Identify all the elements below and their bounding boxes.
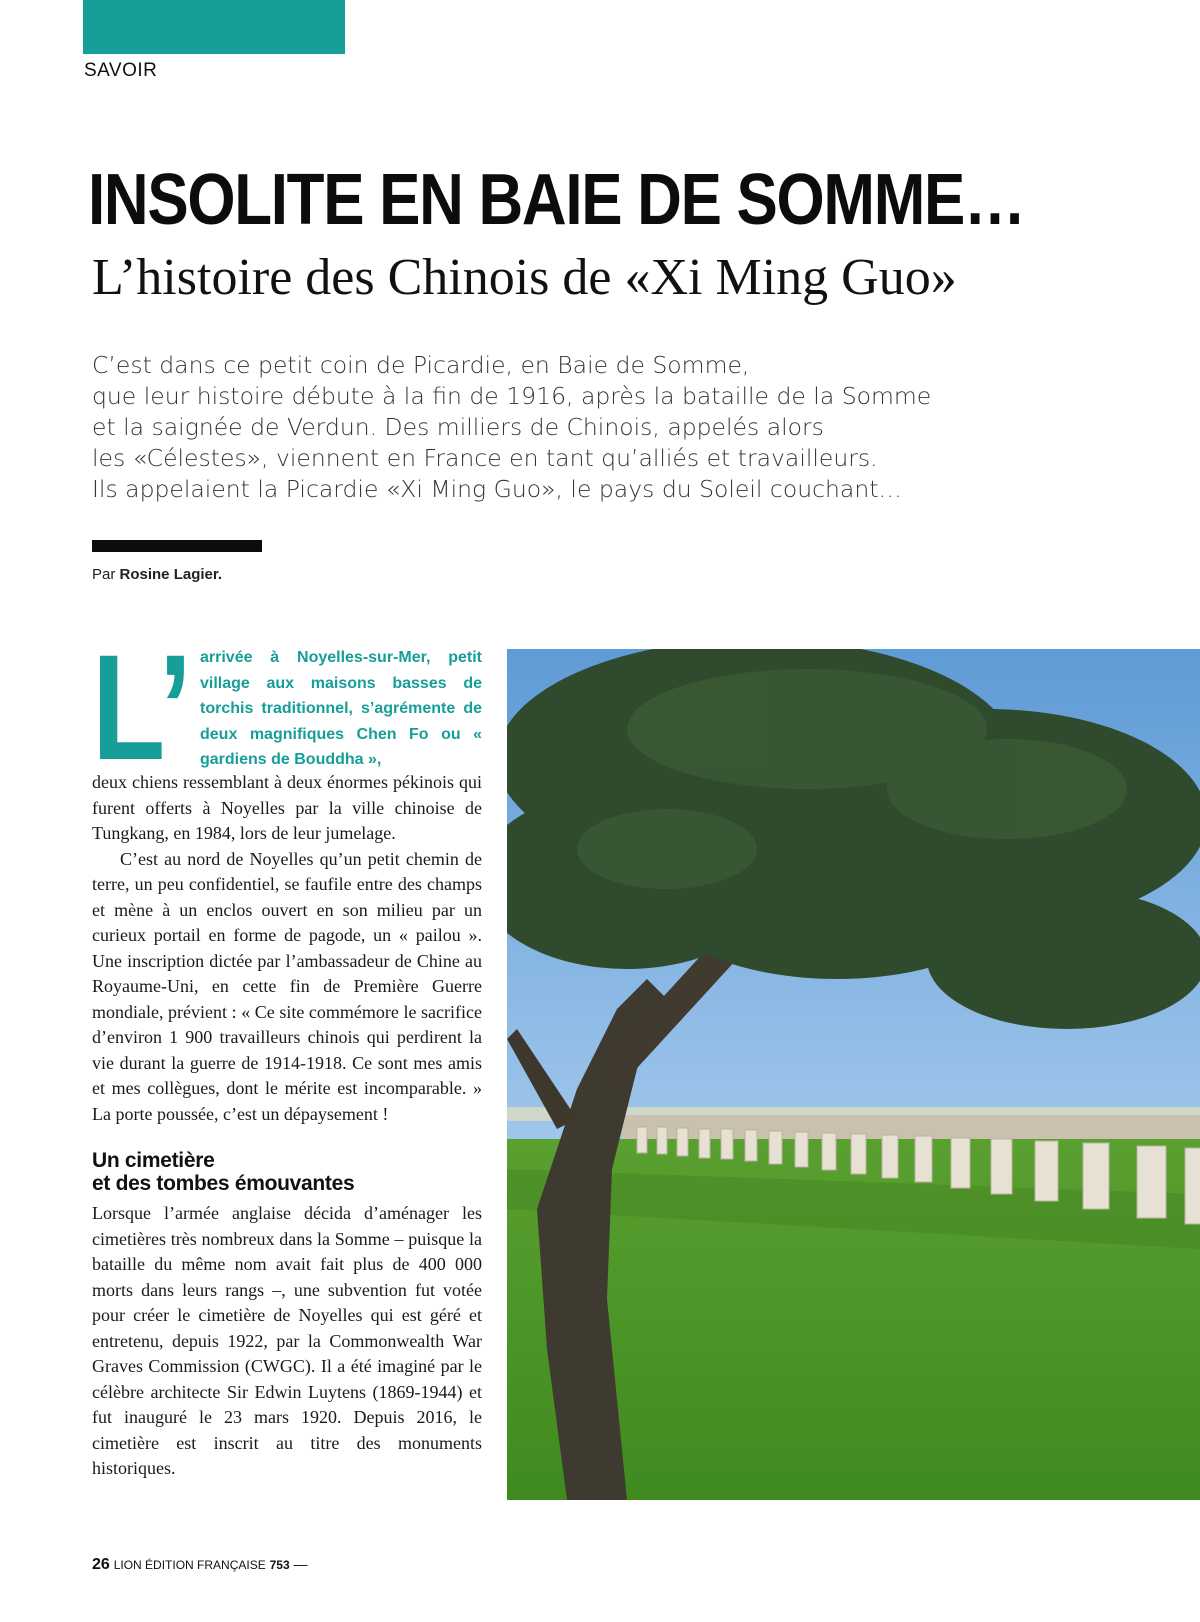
drop-cap: L’ (92, 623, 193, 791)
issue-number: 753 (269, 1558, 290, 1572)
lead-block (92, 623, 482, 791)
byline (92, 566, 222, 583)
page-number: 26 (92, 1556, 110, 1573)
intro-line: que leur histoire débute à la fin de 1916, après la bataille de la Somme (92, 382, 932, 410)
cemetery-photo-illustration (507, 649, 1200, 1500)
section-subheading (92, 1149, 482, 1195)
article-title: INSOLITE EN BAIE DE SOMME… (88, 160, 1025, 240)
article-body (92, 623, 482, 1482)
lead-text: arrivée à Noyelles-sur-Mer, petit village aux maisons basses de torchis traditionnel, s’agrémente de deux magnifiques Chen Fo ou « gardiens de Bouddha », (200, 649, 482, 768)
byline-prefix: Par (92, 566, 116, 583)
article-subtitle: L’histoire des Chinois de «Xi Ming Guo» (92, 249, 957, 306)
article-intro (92, 350, 1152, 505)
section-label: SAVOIR (84, 60, 158, 81)
byline-author: Rosine Lagier. (119, 566, 223, 583)
page-footer (92, 1556, 308, 1574)
subheading-line: et des tombes émouvantes (92, 1172, 355, 1195)
body-paragraph: C’est au nord de Noyelles qu’un petit chemin de terre, un peu confidentiel, se faufile entre des champs et mène à un enclos ouvert en son milieu par un curieux portail en forme de pagode, un « pailou ». Une inscription dictée par l’ambassadeur de Chine au Royaume-Uni, en cette fin de Première Guerre mondiale, prévient : « Ce site commémore le sacrifice d’environ 1 900 travailleurs chinois qui perdirent la vie durant la guerre de 1914-1918. Ce sont mes amis et mes collègues, dont le mérite est incomparable. » La porte poussée, c’est un dépaysement ! (92, 848, 482, 1124)
intro-line: C’est dans ce petit coin de Picardie, en Baie de Somme, (92, 351, 750, 379)
body-paragraph: Lorsque l’armée anglaise décida d’aménager les cimetières très nombreux dans la Somme – puisque la bataille du même nom avait fait plus de 400 000 morts dans leurs rangs –, une subvention fut votée pour créer le cimetière de Noyelles qui est géré et entretenu, depuis 1922, par la Commonwealth War Graves Commission (CWGC). Il a été imaginé par le célèbre architecte Sir Edwin Luytens (1869-1944) et fut inauguré le 23 mars 1920. Depuis 2016, le cimetière est inscrit au titre des monuments historiques. (92, 1203, 482, 1478)
cemetery-photo (507, 649, 1200, 1500)
divider-rule (92, 540, 262, 552)
magazine-name: LION ÉDITION FRANÇAISE (113, 1558, 266, 1572)
intro-line: les «Célestes», viennent en France en tant qu’alliés et travailleurs. (92, 444, 878, 472)
footer-rule: — (293, 1556, 308, 1572)
body-paragraph: deux chiens ressemblant à deux énormes pékinois qui furent offerts à Noyelles par la ville chinoise de Tungkang, en 1984, lors de leur jumelage. (92, 772, 482, 843)
intro-line: Ils appelaient la Picardie «Xi Ming Guo», le pays du Soleil couchant… (92, 475, 902, 503)
subheading-line: Un cimetière (92, 1149, 215, 1172)
section-color-bar (83, 0, 345, 54)
intro-line: et la saignée de Verdun. Des milliers de Chinois, appelés alors (92, 413, 824, 441)
